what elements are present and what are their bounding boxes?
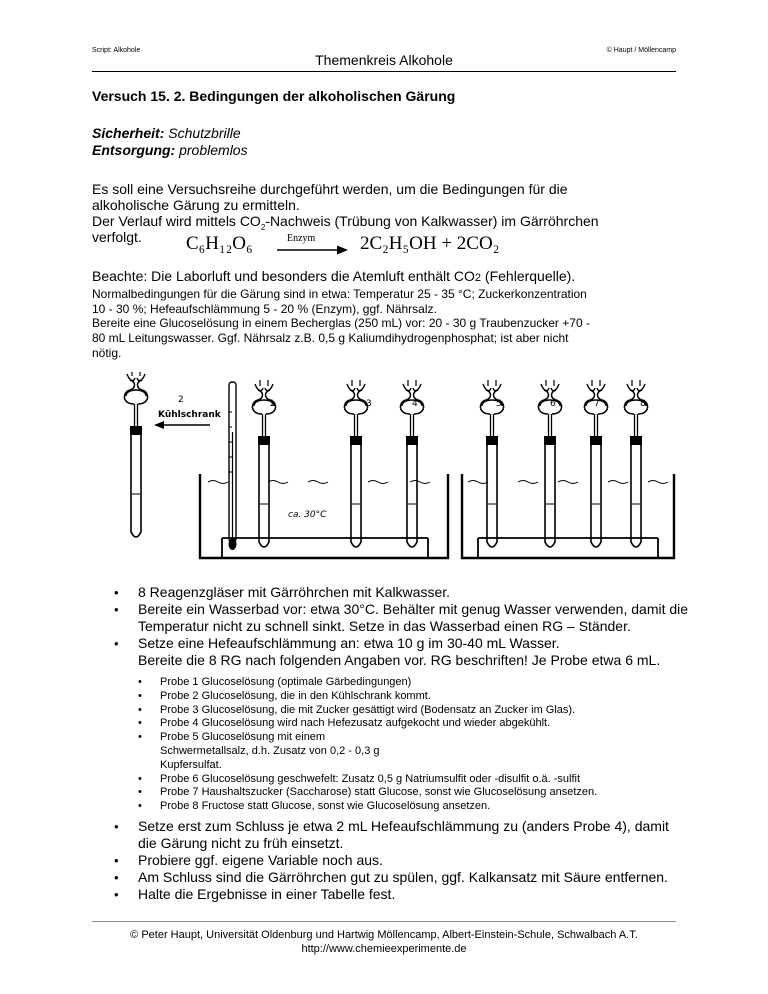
tube-number-5: 5 [496, 399, 502, 409]
steps-list-2 [92, 818, 692, 903]
steps-list-1 [92, 584, 692, 669]
equation-lhs: C₆H₁₂O₆ [186, 233, 253, 254]
label-fridge: Kühlschrank [158, 410, 221, 420]
list-item: • Probe 5 Glucoselösung mit einem Schwermetallsalz, d.h. Zusatz von 0,2 - 0,3 g Kupfersulfat. [92, 731, 410, 772]
disposal-label: Entsorgung: [92, 142, 176, 158]
experiment-heading: Versuch 15. 2. Bedingungen der alkoholischen Gärung [92, 88, 456, 104]
list-item: • Probe 3 Glucoselösung, die mit Zucker gesättigt wird (Bodensatz an Zucker im Glas). [92, 704, 692, 718]
tube-2-fridge [124, 372, 147, 537]
tube-number-6: 6 [550, 399, 556, 409]
label-temperature: ca. 30°C [288, 510, 327, 520]
tube-number-3: 3 [366, 399, 372, 409]
small-text-1: Normalbedingungen für die Gärung sind in etwa: Temperatur 25 - 35 °C; Zuckerkonzentration [92, 287, 587, 301]
list-item: • Probe 4 Glucoselösung wird nach Hefezusatz aufgekocht und wieder abgekühlt. [92, 717, 692, 731]
experiment-figure [118, 372, 678, 560]
small-text-2: 10 - 30 %; Hefeaufschlämmung 5 - 20 % (Enzym), ggf. Nährsalz. [92, 302, 437, 316]
tube-number-4: 4 [412, 399, 418, 409]
list-item: • Am Schluss sind die Gärröhrchen gut zu spülen, ggf. Kalkansatz mit Säure entfernen. [92, 869, 692, 886]
list-item: • Bereite ein Wasserbad vor: etwa 30°C. Behälter mit genug Wasser verwenden, damit die Temperatur nicht zu schnell sinkt. Setze in das Wasserbad einen RG – Ständer. [92, 601, 698, 635]
safety-value: Schutzbrille [168, 125, 241, 141]
small-text-5: nötig. [92, 346, 122, 360]
small-text-4: 80 mL Leitungswasser. Ggf. Nährsalz z.B. 0,5 g Kaliumdihydrogenphosphat; ist aber nicht [92, 331, 569, 345]
safety-label: Sicherheit: [92, 125, 165, 141]
header-right: © Haupt / Möllencamp [606, 47, 676, 54]
header-rule [92, 71, 676, 72]
header-title: Themenkreis Alkohole [315, 52, 453, 68]
tube-number-7: 7 [594, 399, 600, 409]
small-text-3: Bereite eine Glucoselösung in einem Becherglas (250 mL) vor: 20 - 30 g Traubenzucker +70 - [92, 316, 590, 330]
samples-list [92, 676, 692, 814]
tube-number-1: 1 [269, 399, 275, 409]
safety-line [92, 125, 241, 141]
footer-line-1: © Peter Haupt, Universität Oldenburg und Hartwig Möllencamp, Albert-Einstein-Schule, Schwalbach A.T. [130, 929, 638, 941]
intro-line-4: verfolgt. [92, 229, 142, 245]
equation-rhs: 2C₂H₅OH + 2CO₂ [360, 233, 500, 254]
list-item: • Probiere ggf. eigene Variable noch aus. [92, 852, 692, 869]
disposal-value: problemlos [179, 142, 248, 158]
list-item: • Halte die Ergebnisse in einer Tabelle fest. [92, 886, 692, 903]
note-line: Beachte: Die Laborluft und besonders die Atemluft enthält CO2 (Fehlerquelle). [92, 268, 576, 284]
list-item: • Probe 8 Fructose statt Glucose, sonst wie Glucoselösung ansetzen. [92, 800, 692, 814]
list-item: • Probe 6 Glucoselösung geschwefelt: Zusatz 0,5 g Natriumsulfit oder -disulfit o.ä. -sulfit [92, 773, 692, 787]
footer-url: http://www.chemieexperimente.de [301, 943, 467, 955]
list-item: • Probe 2 Glucoselösung, die in den Kühlschrank kommt. [92, 690, 692, 704]
equation-enzyme: Enzym [287, 233, 316, 244]
header-left: Script: Alkohole [92, 47, 141, 54]
list-item: • Setze erst zum Schluss je etwa 2 mL Hefeaufschlämmung zu (anders Probe 4), damit die Gärung nicht zu früh einsetzt. [92, 818, 678, 852]
list-item: • 8 Reagenzgläser mit Gärröhrchen mit Kalkwasser. [92, 584, 692, 601]
footer-rule [92, 921, 676, 922]
tube-number-8: 8 [640, 399, 646, 409]
steps-extra: Bereite die 8 RG nach folgenden Angaben vor. RG beschriften! Je Probe etwa 6 mL. [138, 652, 661, 668]
list-item: • Probe 1 Glucoselösung (optimale Gärbedingungen) [92, 676, 692, 690]
tube-3 [344, 380, 367, 547]
thermometer [229, 382, 237, 550]
list-item: • Setze eine Hefeaufschlämmung an: etwa 10 g im 30-40 mL Wasser. Bereite die 8 RG nach folgenden Angaben vor. RG beschriften! Je Probe etwa 6 mL. [92, 635, 692, 669]
reaction-arrow-icon [276, 244, 350, 256]
disposal-line [92, 142, 248, 158]
water-bath-1 [200, 474, 448, 558]
tube-number-2: 2 [178, 395, 184, 405]
list-item: • Probe 7 Haushaltszucker (Saccharose) statt Glucose, sonst wie Glucoselösung ansetzen. [92, 786, 692, 800]
intro-line-2: alkoholische Gärung zu ermitteln. [92, 197, 300, 213]
intro-line-1: Es soll eine Versuchsreihe durchgeführt werden, um die Bedingungen für die [92, 181, 568, 197]
intro-line-3: Der Verlauf wird mittels $CO_2$-Nachweis (Trübung von Kalkwasser) im Gärröhrchen [92, 213, 599, 232]
